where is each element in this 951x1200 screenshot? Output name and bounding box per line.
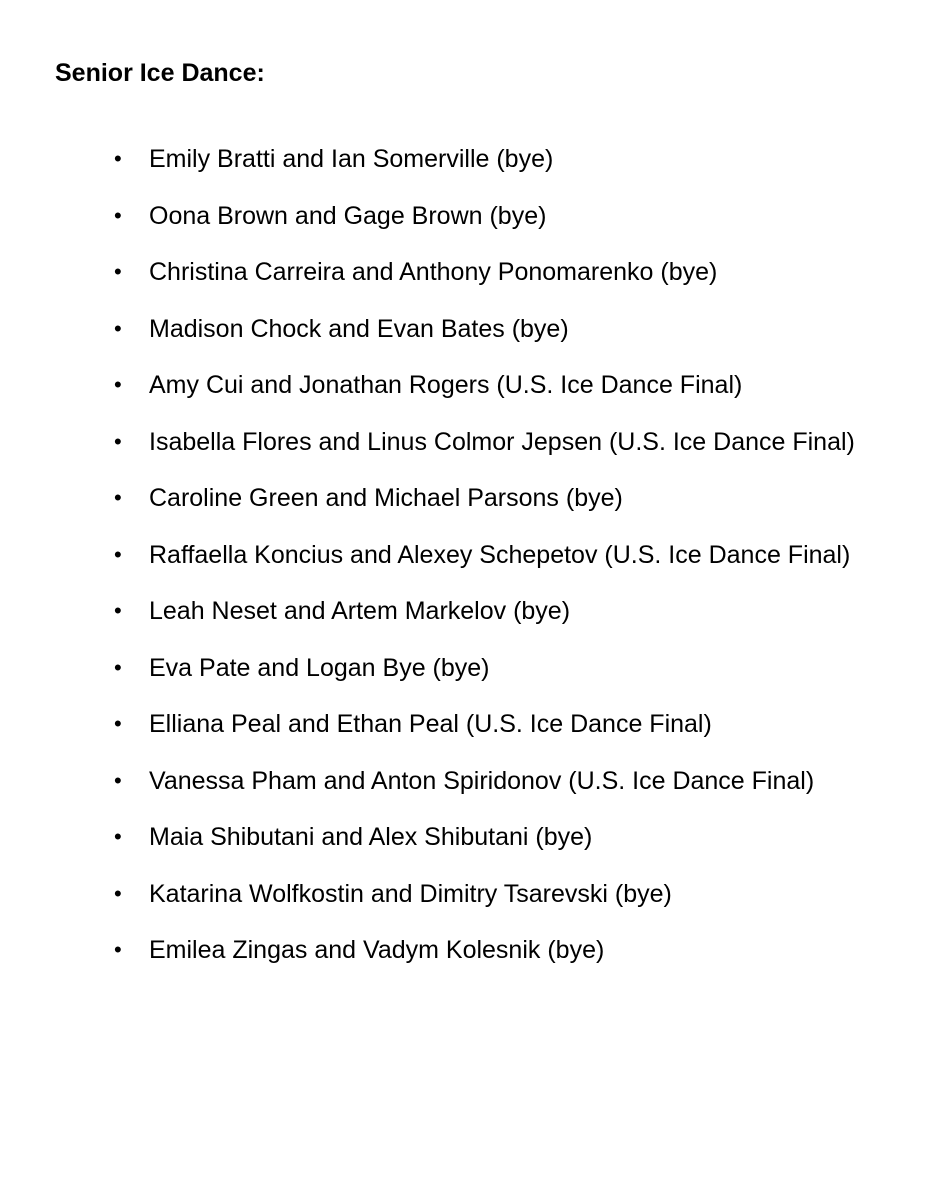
bullet-icon: • — [114, 767, 122, 793]
bullet-icon: • — [114, 598, 122, 623]
bullet-icon: • — [114, 202, 122, 228]
team-entry: Katarina Wolfkostin and Dimitry Tsarevski (bye) — [149, 879, 672, 908]
team-entry: Amy Cui and Jonathan Rogers (U.S. Ice Dance Final) — [149, 371, 743, 399]
section-heading: Senior Ice Dance: — [55, 59, 265, 87]
team-entry: Vanessa Pham and Anton Spiridonov (U.S. Ice Dance Final) — [149, 766, 815, 795]
bullet-icon: • — [114, 880, 122, 906]
bullet-icon: • — [114, 824, 122, 849]
bullet-icon: • — [114, 711, 122, 736]
list-item — [0, 470, 951, 527]
list-item — [0, 188, 951, 245]
list-item — [0, 866, 951, 923]
list-item — [0, 583, 951, 640]
team-entry: Oona Brown and Gage Brown (bye) — [149, 201, 547, 230]
team-entry: Isabella Flores and Linus Colmor Jepsen (U.S. Ice Dance Final) — [149, 427, 855, 456]
bullet-icon: • — [114, 259, 122, 284]
team-entry: Caroline Green and Michael Parsons (bye) — [149, 484, 623, 512]
team-list — [0, 131, 951, 979]
bullet-icon: • — [114, 146, 122, 171]
bullet-icon: • — [114, 315, 122, 341]
list-item — [0, 244, 951, 301]
bullet-icon: • — [114, 541, 122, 567]
bullet-icon: • — [114, 485, 122, 510]
team-entry: Elliana Peal and Ethan Peal (U.S. Ice Dance Final) — [149, 710, 712, 738]
list-item — [0, 527, 951, 584]
bullet-icon: • — [114, 428, 122, 454]
bullet-icon: • — [114, 937, 122, 962]
team-entry: Raffaella Koncius and Alexey Schepetov (U.S. Ice Dance Final) — [149, 540, 851, 569]
list-item — [0, 640, 951, 697]
list-item — [0, 753, 951, 810]
team-entry: Emily Bratti and Ian Somerville (bye) — [149, 145, 554, 173]
list-item — [0, 414, 951, 471]
bullet-icon: • — [114, 372, 122, 397]
list-item — [0, 922, 951, 979]
list-item — [0, 131, 951, 188]
team-entry: Leah Neset and Artem Markelov (bye) — [149, 597, 571, 625]
team-entry: Emilea Zingas and Vadym Kolesnik (bye) — [149, 936, 605, 964]
list-item — [0, 696, 951, 753]
bullet-icon: • — [114, 654, 122, 680]
list-item — [0, 809, 951, 866]
team-entry: Maia Shibutani and Alex Shibutani (bye) — [149, 823, 593, 851]
team-entry: Eva Pate and Logan Bye (bye) — [149, 653, 490, 682]
team-entry: Madison Chock and Evan Bates (bye) — [149, 314, 569, 343]
list-item — [0, 357, 951, 414]
team-entry: Christina Carreira and Anthony Ponomarenko (bye) — [149, 258, 718, 286]
list-item — [0, 301, 951, 358]
